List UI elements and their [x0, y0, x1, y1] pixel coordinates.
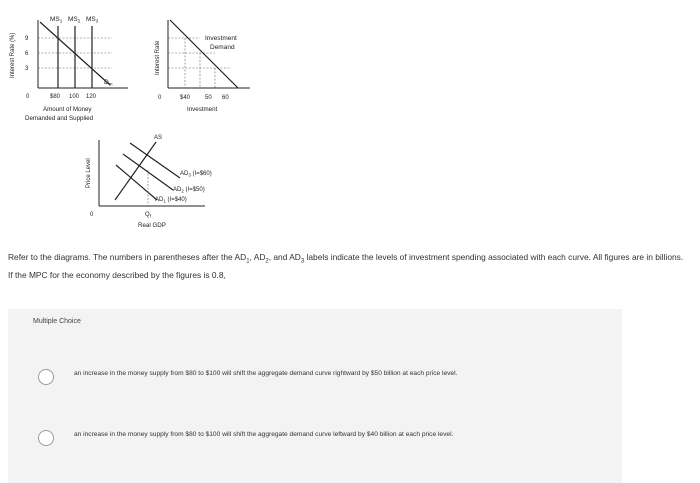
- ad2-label: $AD_2$ (I=$50): [173, 187, 205, 194]
- investment-demand-label-line1: Investment: [205, 35, 237, 42]
- radio-button-2[interactable]: [38, 430, 54, 446]
- y-tick-9: 9: [25, 36, 29, 42]
- question-text: Refer to the diagrams. The numbers in parentheses after the $AD_1$, $AD_2$, and $AD_3$ labels indicate the levels of investment spending associated with each curve. All figures are in billions. If the MPC for the economy described by the figures is 0.8,: [8, 252, 684, 280]
- ad3-label: $AD_3$ (I=$60): [180, 171, 212, 178]
- ms3-label: $MS_3$: [86, 16, 99, 24]
- y-tick-6: 6: [25, 51, 29, 57]
- investment-demand-label-line2: Demand: [210, 44, 235, 51]
- money-x-axis-label-line1: Amount of Money: [43, 106, 92, 113]
- choice-text-2: an increase in the money supply from $80 to $100 will shift the aggregate demand curve leftward by $40 billion at each price level.: [74, 431, 454, 438]
- real-gdp-axis-label: Real GDP: [138, 222, 166, 229]
- investment-interest-axis-label: Interest Rate: [155, 40, 161, 75]
- investment-x-axis-label: Investment: [187, 106, 218, 113]
- price-level-axis-label: Price Level: [86, 158, 92, 188]
- x-tick-100: 100: [69, 94, 80, 100]
- x-tick-80: $80: [50, 94, 61, 100]
- ms2-label: $MS_2$: [68, 16, 81, 24]
- investment-demand-graph: [150, 10, 260, 120]
- ad-as-origin-label: 0: [90, 212, 94, 218]
- multiple-choice-header: Multiple Choice: [33, 318, 81, 325]
- aggregate-supply-curve: [115, 142, 156, 200]
- ad3-curve: [130, 143, 180, 178]
- inv-x-tick-50: 50: [205, 95, 212, 101]
- ad1-label: $AD_1$ (I=$40): [155, 197, 187, 204]
- choice-option-2[interactable]: [8, 418, 622, 464]
- investment-demand-curve: [170, 20, 238, 88]
- money-x-axis-label-line2: Demanded and Supplied: [25, 115, 94, 122]
- qf-label: $Q_f$: [145, 212, 151, 219]
- ms1-label: $MS_1$: [50, 16, 63, 24]
- inv-origin-label: 0: [158, 95, 162, 101]
- origin-label: 0: [26, 94, 30, 100]
- ad-as-graph: [80, 128, 240, 238]
- choice-text-1: an increase in the money supply from $80 to $100 will shift the aggregate demand curve rightward by $50 billion at each price level.: [74, 370, 458, 377]
- radio-button-1[interactable]: [38, 369, 54, 385]
- inv-x-tick-60: 60: [222, 95, 229, 101]
- as-label: AS: [154, 135, 163, 141]
- choice-option-1[interactable]: [8, 357, 622, 403]
- inv-x-tick-40: $40: [180, 95, 191, 101]
- y-tick-3: 3: [25, 66, 29, 72]
- money-demand-label: $D_m$: [104, 79, 113, 87]
- money-market-graph: [0, 0, 140, 130]
- x-tick-120: 120: [86, 94, 97, 100]
- interest-rate-axis-label: Interest Rate (%): [10, 32, 16, 78]
